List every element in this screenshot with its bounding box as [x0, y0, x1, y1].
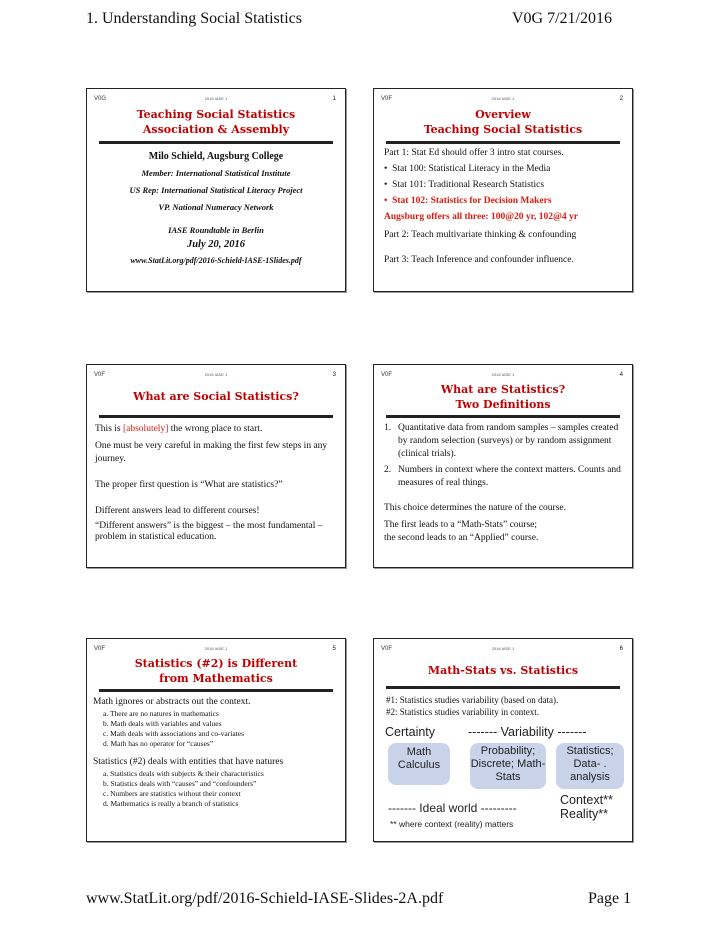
- author-name: Milo Schield, Augsburg College: [148, 151, 284, 162]
- slide-stamp: 2016 IASE 1: [491, 96, 515, 101]
- title-rule: [99, 415, 333, 418]
- slide-number: 5: [332, 646, 336, 652]
- slide-body: [95, 423, 337, 543]
- definition-1: 1. Quantitative data from random samples – samples created by random selection (surveys) or by random assignment (clinical trials).: [384, 423, 619, 459]
- slide-number: 6: [619, 646, 623, 652]
- math-calculus-box: Math Calculus: [388, 743, 450, 785]
- slide-tag: V0F: [381, 372, 393, 378]
- definition-2-context: #2: Statistics studies variability in context.: [386, 707, 539, 717]
- slide-tag: V0F: [381, 646, 393, 652]
- title-rule: [386, 686, 620, 689]
- definition-2: 2. Numbers in context where the context matters. Counts and measures of real things.: [384, 465, 621, 488]
- slide-title: What are Social Statistics?: [133, 390, 299, 403]
- page-header-right: V0G 7/21/2016: [512, 10, 612, 27]
- math-stats-line: The first leads to a “Math-Stats” course;: [384, 520, 538, 530]
- certainty-label: Certainty: [385, 725, 436, 739]
- slide-title: Overview Teaching Social Statistics: [423, 108, 583, 136]
- page-footer-url: www.StatLit.org/pdf/2016-Schield-IASE-Slides-2A.pdf: [86, 890, 444, 907]
- statistics-box: Statistics; Data- . analysis: [556, 743, 624, 789]
- part-1: Part 1: Stat Ed should offer 3 intro stat courses.: [384, 148, 564, 158]
- slide-4: [373, 364, 633, 568]
- slide-body: [386, 694, 624, 718]
- title-rule: [99, 689, 333, 692]
- title-rule: [99, 141, 333, 144]
- event-date: July 20, 2016: [186, 239, 246, 250]
- slide-2: [373, 88, 633, 292]
- bullet-stat-102: • Stat 102: Statistics for Decision Makers: [384, 196, 552, 206]
- slide-number: 1: [332, 96, 336, 102]
- slide-number: 3: [332, 372, 336, 378]
- event-name: IASE Roundtable in Berlin: [168, 225, 264, 235]
- ideal-world-label: ------- Ideal world ---------: [388, 801, 517, 815]
- title-rule: [386, 141, 620, 144]
- stats-point-d: d. Mathematics is really a branch of statistics: [103, 799, 239, 808]
- slide-5: [86, 638, 346, 842]
- problem-line: “Different answers” is the biggest – the most fundamental – problem in statistical education.: [95, 521, 323, 542]
- page-header-left: 1. Understanding Social Statistics: [86, 10, 302, 27]
- math-point-a: a. There are no natures in mathematics: [103, 709, 219, 718]
- stats-point-c: c. Numbers are statistics without their context: [103, 789, 241, 798]
- intro-line: This is [absolutely] the wrong place to start.: [95, 424, 263, 434]
- stats-heading: Statistics (#2) deals with entities that have natures: [93, 757, 284, 767]
- page-footer-page: Page 1: [588, 890, 632, 907]
- bullet-stat-101: • Stat 101: Traditional Research Statistics: [384, 180, 545, 190]
- slide-title: Math-Stats vs. Statistics: [427, 664, 579, 677]
- slide-title: Teaching Social Statistics Association & Assembly: [136, 108, 296, 136]
- slide-stamp: 2016 IASE 1: [491, 372, 515, 377]
- careful-line: One must be very careful in making the first few steps in any journey.: [95, 441, 328, 464]
- variability-label: ------- Variability -------: [468, 725, 587, 739]
- part-3: Part 3: Teach Inference and confounder influence.: [384, 255, 574, 265]
- slide-body: [384, 147, 624, 267]
- applied-line: the second leads to an “Applied” course.: [384, 533, 539, 543]
- slide-title: What are Statistics? Two Definitions: [440, 383, 566, 411]
- slide-tag: V0G: [94, 96, 107, 102]
- math-heading: Math ignores or abstracts out the context.: [93, 697, 251, 707]
- bullet-stat-100: • Stat 100: Statistical Literacy in the Media: [384, 164, 551, 174]
- stats-point-a: a. Statistics deals with subjects & their characteristics: [103, 769, 264, 778]
- slide-stamp: 2016 IASE 1: [491, 646, 515, 651]
- augsburg-offer: Augsburg offers all three: 100@20 yr, 102@4 yr: [384, 212, 578, 222]
- affiliation-islp: US Rep: International Statistical Literacy Project: [129, 185, 303, 195]
- slide-body: [93, 696, 337, 809]
- slide-body: [384, 422, 624, 545]
- slide-tag: V0F: [94, 646, 106, 652]
- math-point-c: c. Math deals with associations and co-variates: [103, 729, 244, 738]
- slide-number: 2: [619, 96, 623, 102]
- slide-number: 4: [619, 372, 623, 378]
- probability-box: Probability; Discrete; Math-Stats: [470, 743, 546, 789]
- question-line: The proper first question is “What are statistics?”: [95, 480, 283, 490]
- slide-stamp: 2016 IASE 1: [204, 646, 228, 651]
- math-point-d: d. Math has no operator for “causes”: [103, 739, 214, 748]
- slide-stamp: 2016 IASE 1: [204, 372, 228, 377]
- slide-6: [373, 638, 633, 842]
- slide-stamp: 2016 IASE 1: [204, 96, 228, 101]
- slides-url: www.StatLit.org/pdf/2016-Schield-IASE-1Slides.pdf: [130, 256, 302, 265]
- slide-title: Statistics (#2) is Different from Mathematics: [134, 657, 298, 685]
- affiliation-nnn: VP. National Numeracy Network: [158, 202, 274, 212]
- slide-1: [86, 88, 346, 292]
- context-footnote: ** where context (reality) matters: [390, 819, 514, 829]
- stats-point-b: b. Statistics deals with “causes” and “confounders”: [103, 779, 257, 788]
- slide-tag: V0F: [381, 96, 393, 102]
- title-rule: [386, 415, 620, 418]
- slide-3: [86, 364, 346, 568]
- choice-line: This choice determines the nature of the course.: [384, 503, 567, 513]
- slide-tag: V0F: [94, 372, 106, 378]
- part-2: Part 2: Teach multivariate thinking & confounding: [384, 230, 577, 240]
- context-reality-label: Context** Reality**: [560, 793, 613, 821]
- affiliation-isi: Member: International Statistical Institute: [141, 168, 291, 178]
- answers-line: Different answers lead to different courses!: [95, 506, 260, 516]
- math-point-b: b. Math deals with variables and values: [103, 719, 222, 728]
- definition-1-variability: #1: Statistics studies variability (based on data).: [386, 695, 559, 705]
